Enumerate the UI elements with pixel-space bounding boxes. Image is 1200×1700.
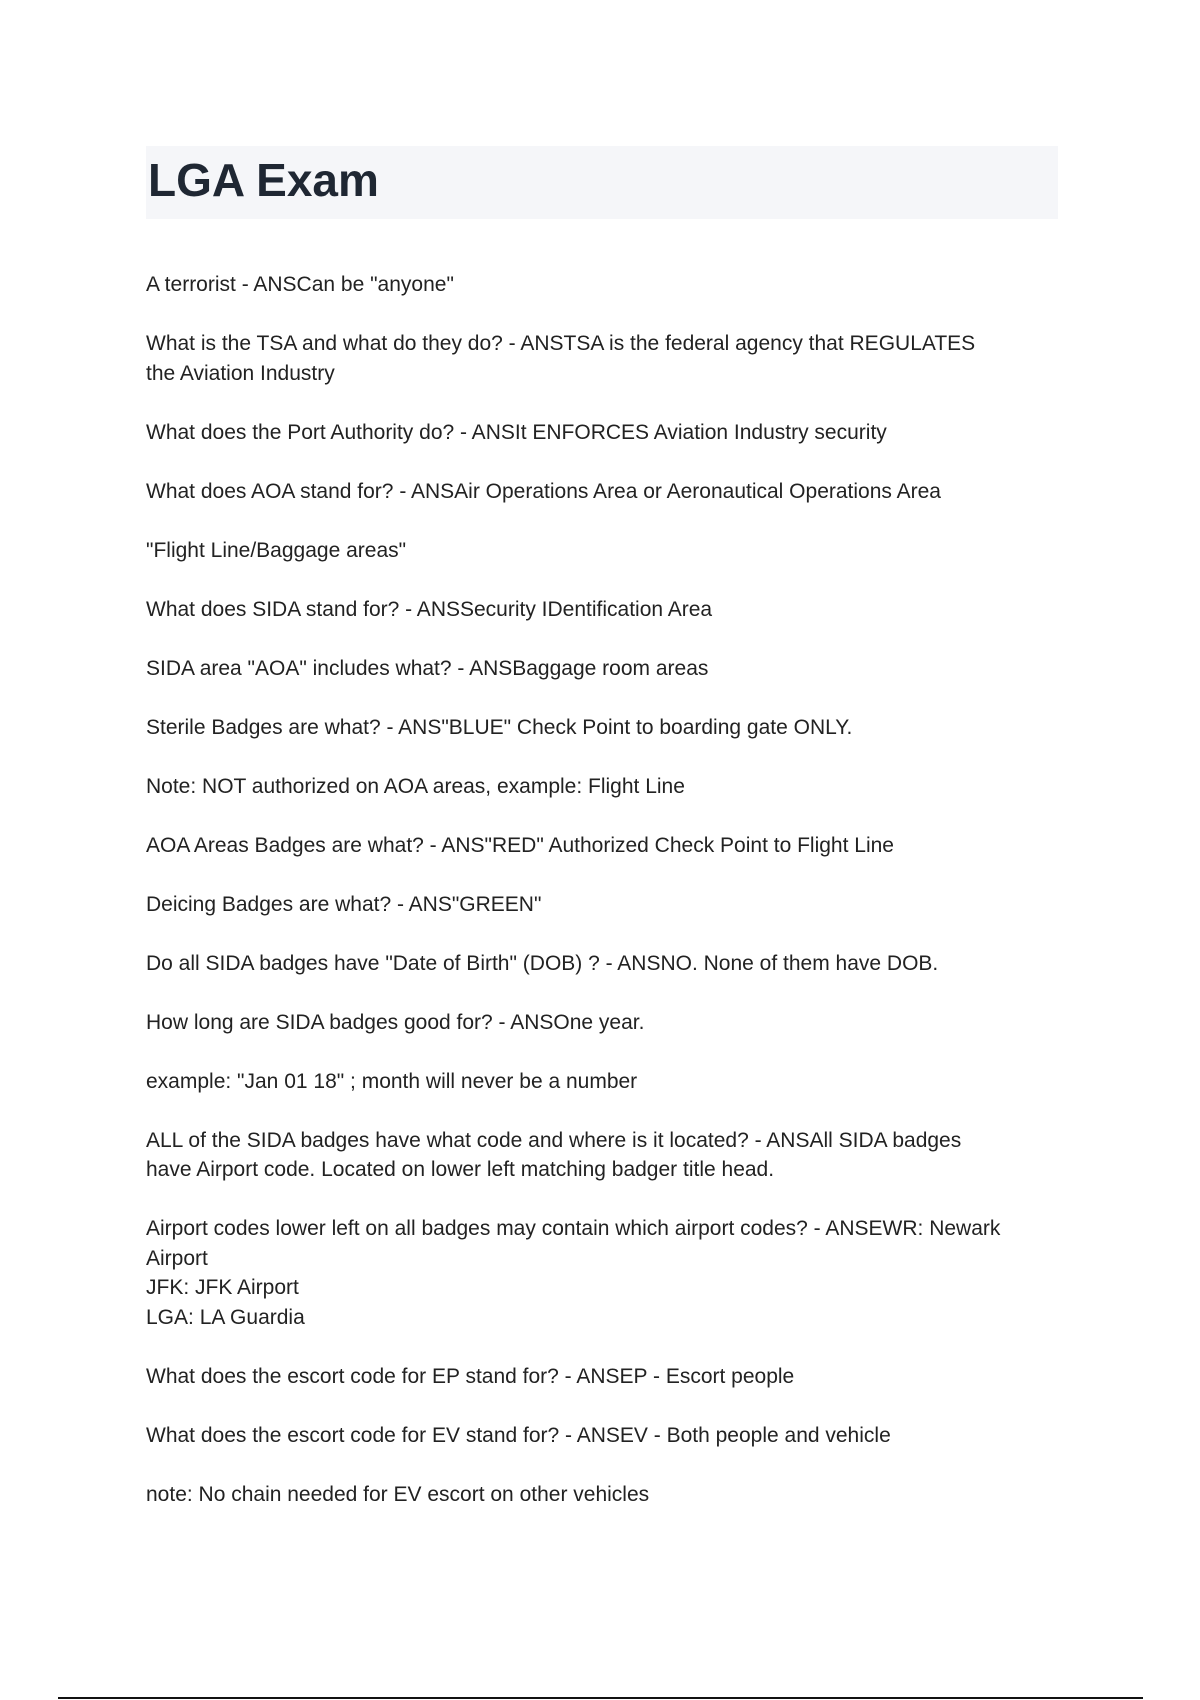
qa-item-16: Airport codes lower left on all badges may contain which airport codes? - ANSEWR: Newark Airport JFK: JFK Airport LGA: LA Guardia — [146, 1217, 1001, 1329]
qa-item-9: Note: NOT authorized on AOA areas, example: Flight Line — [146, 774, 685, 798]
qa-item-15: ALL of the SIDA badges have what code and where is it located? - ANSAll SIDA badges have Airport code. Located on lower left matching badger title head. — [146, 1128, 962, 1181]
qa-item-17: What does the escort code for EP stand for? - ANSEP - Escort people — [146, 1364, 795, 1388]
qa-item-2: What is the TSA and what do they do? - ANSTSA is the federal agency that REGULATES the Aviation Industry — [146, 332, 976, 385]
qa-list — [146, 270, 1060, 1539]
qa-item-7: SIDA area "AOA" includes what? - ANSBaggage room areas — [146, 656, 709, 680]
qa-item-11: Deicing Badges are what? - ANS"GREEN" — [146, 892, 542, 916]
qa-item-5: "Flight Line/Baggage areas" — [146, 538, 407, 562]
qa-item-6: What does SIDA stand for? - ANSSecurity IDentification Area — [146, 597, 713, 621]
qa-item-13: How long are SIDA badges good for? - ANSOne year. — [146, 1010, 645, 1034]
qa-item-10: AOA Areas Badges are what? - ANS"RED" Authorized Check Point to Flight Line — [146, 833, 894, 857]
qa-item-4: What does AOA stand for? - ANSAir Operations Area or Aeronautical Operations Area — [146, 479, 941, 503]
qa-item-18: What does the escort code for EV stand for? - ANSEV - Both people and vehicle — [146, 1423, 891, 1447]
qa-item-3: What does the Port Authority do? - ANSIt ENFORCES Aviation Industry security — [146, 420, 887, 444]
qa-item-1: A terrorist - ANSCan be "anyone" — [146, 273, 454, 296]
qa-item-8: Sterile Badges are what? - ANS"BLUE" Check Point to boarding gate ONLY. — [146, 715, 853, 739]
footer-divider — [58, 1697, 1143, 1699]
page-title: LGA Exam — [148, 154, 379, 206]
title-banner — [146, 146, 1058, 219]
qa-item-12: Do all SIDA badges have "Date of Birth" (DOB) ? - ANSNO. None of them have DOB. — [146, 951, 939, 975]
qa-item-14: example: "Jan 01 18" ; month will never be a number — [146, 1069, 638, 1093]
qa-item-19: note: No chain needed for EV escort on other vehicles — [146, 1482, 650, 1506]
